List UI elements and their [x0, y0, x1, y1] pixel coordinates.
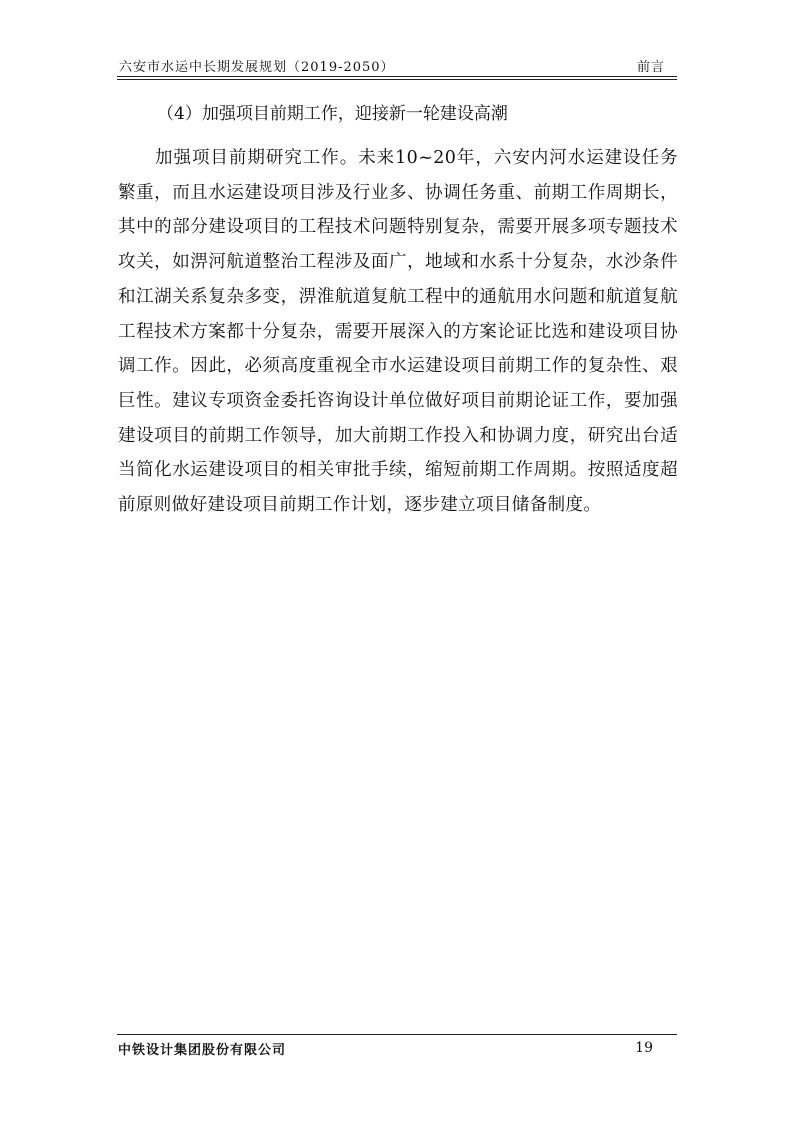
footer-divider [117, 1034, 677, 1035]
company-name: 中铁设计集团股份有限公司 [118, 1043, 287, 1058]
header-divider-secondary [117, 79, 677, 80]
subsection-heading: （4）加强项目前期工作，迎接新一轮建设高潮 [157, 104, 508, 124]
page-number: 19 [635, 1040, 653, 1056]
header-divider [117, 76, 677, 77]
section-name: 前言 [636, 60, 665, 75]
body-paragraph: 加强项目前期研究工作。未来10~20年，六安内河水运建设任务繁重，而且水运建设项目涉及行业多、协调任务重、前期工作周期长，其中的部分建设项目的工程技术问题特别复杂，需要开展多项专题技术攻关，如淠河航道整治工程涉及面广，地域和水系十分复杂，水沙条件和江湖关系复杂多变，淠淮航道复航工程中的通航用水问题和航道复航工程技术方案都十分复杂，需要开展深入的方案论证比选和建设项目协调工作。因此，必须高度重视全市水运建设项目前期工作的复杂性、艰巨性。建议专项资金委托咨询设计单位做好项目前期论证工作，要加强建设项目的前期工作领导，加大前期工作投入和协调力度，研究出台适当简化水运建设项目的相关审批手续，缩短前期工作周期。按照适度超前原则做好建设项目前期工作计划，逐步建立项目储备制度。 [118, 148, 678, 516]
document-title: 六安市水运中长期发展规划（2019-2050） [119, 60, 395, 75]
page-header [117, 56, 677, 78]
